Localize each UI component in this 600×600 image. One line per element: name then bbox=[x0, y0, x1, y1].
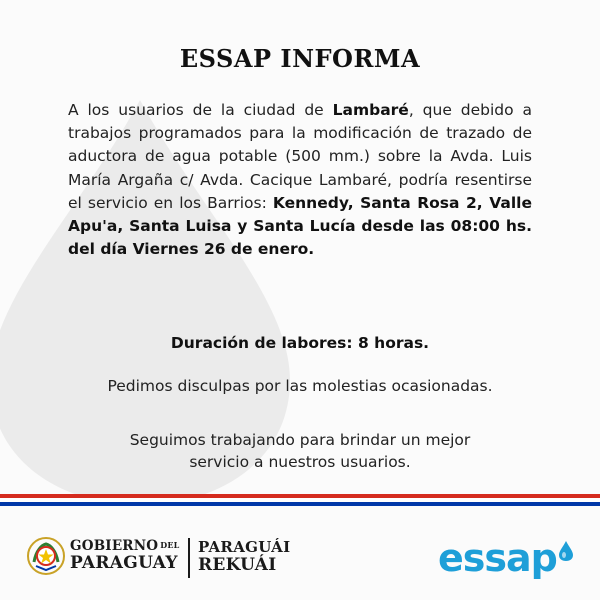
rek-line2: REKUÁI bbox=[198, 555, 277, 575]
footer bbox=[0, 512, 600, 600]
flag-stripes bbox=[0, 494, 600, 506]
apology-text: Pedimos disculpas por las molestias ocasionadas. bbox=[107, 377, 493, 395]
rek-line1: PARAGUÁI bbox=[198, 538, 291, 556]
duration-text: Duración de labores: 8 horas. bbox=[170, 334, 430, 352]
announcement-body bbox=[68, 99, 532, 261]
blue-stripe bbox=[0, 502, 600, 506]
gov-line1: GOBIERNO bbox=[70, 538, 159, 554]
page-title: ESSAP INFORMA bbox=[179, 44, 421, 73]
gobierno-logo-text bbox=[70, 538, 180, 573]
body-intro: A los usuarios de la ciudad de bbox=[68, 101, 333, 119]
logo-divider bbox=[188, 538, 190, 578]
gov-line1-small: DEL bbox=[160, 540, 180, 550]
gov-line2: PARAGUAY bbox=[70, 553, 178, 573]
body-city: Lambaré bbox=[332, 101, 409, 119]
national-seal-icon bbox=[26, 536, 66, 576]
water-drop-icon bbox=[557, 540, 575, 562]
closing-text: Seguimos trabajando para brindar un mejor servicio a nuestros usuarios. bbox=[129, 431, 471, 471]
essap-logo: essap bbox=[438, 536, 557, 580]
body-neighborhoods: Kennedy, Santa Rosa 2, Valle Apu'a, Santa Luisa y Santa Lucía desde las 08:00 hs. del día Viernes 26 de enero. bbox=[68, 193, 532, 259]
body-middle: , que debido a trabajos programados para la modificación de trazado de aductora de agua potable (500 mm.) sobre la Avda. Luis María Argaña c/ Avda. Cacique Lambaré, podría resentirse el servicio en los Barrios: bbox=[68, 101, 532, 212]
rekuai-logo-text bbox=[198, 538, 290, 575]
